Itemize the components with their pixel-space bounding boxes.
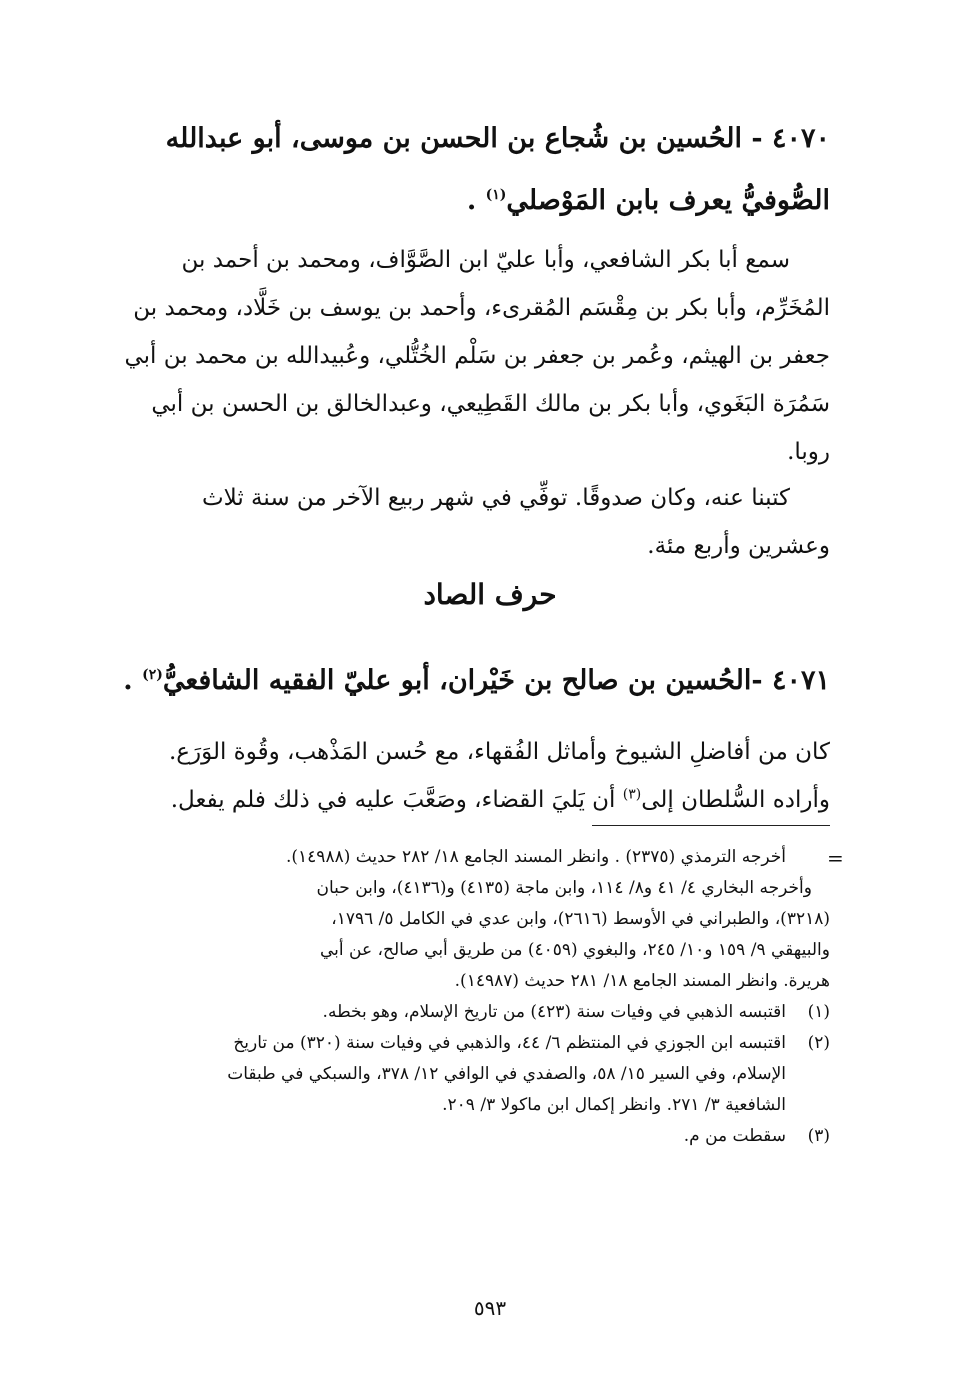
footnote-continued-line: وأخرجه البخاري ٤/ ٤١ و٨/ ١١٤، وابن ماجة (٤١٣٥) و(٤١٣٦)، وابن حبان <box>316 878 812 898</box>
entry-4071-title-text: ٤٠٧١ -الحُسين بن صالح بن خَيْران، أبو عليّ الفقيه الشافعيُّ <box>162 665 830 696</box>
body-line <box>118 776 830 824</box>
entry-4070-heading <box>118 108 830 232</box>
entry-4070-body <box>118 236 830 476</box>
footnotes <box>118 842 830 1152</box>
entry-4071-body <box>118 728 830 824</box>
footnote-continued-line: أخرجه الترمذي (٢٣٧٥) . وانظر المسند الجامع ١٨/ ٢٨٢ حديث (١٤٩٨٨). <box>286 847 786 867</box>
entry-4071-heading <box>118 650 830 712</box>
footnote-continued-line: هريرة. وانظر المسند الجامع ١٨/ ٢٨١ حديث (١٤٩٨٧). <box>454 971 830 991</box>
body-line: كان من أفاضلِ الشيوخ وأماثل الفُقهاء، مع حُسن المَذْهب، وقُوة الوَرَع. <box>168 739 830 765</box>
section-title: حرف الصاد <box>423 578 557 611</box>
entry-4071-title-end: . <box>123 665 143 696</box>
entry-4070-title-text: الصُّوفيُّ يعرف بابن المَوْصلي <box>506 185 830 216</box>
body-line: روبا. <box>787 439 830 465</box>
footnote-ref-3: (٣) <box>622 786 642 803</box>
footnote-separator <box>592 825 830 826</box>
body-line: المُخَرِّم، وأبا بكر بن مِقْسَم المُقرىء، وأحمد بن يوسف بن خَلَّاد، ومحمد بن <box>133 295 830 321</box>
footnote-ref-1: (١) <box>485 187 507 203</box>
body-line: سَمُرَة البَغَوي، وأبا بكر بن مالك القَطِيعي، وعبدالخالق بن الحسن بن أبي <box>151 391 830 417</box>
page-number: ٥٩٣ <box>473 1296 507 1320</box>
footnote-number: (٣) <box>807 1126 830 1146</box>
footnote-2 <box>118 1028 830 1059</box>
footnote-text: اقتبسه الذهبي في وفيات سنة (٤٢٣) من تاريخ الإسلام، وهو بخطه. <box>322 1002 786 1022</box>
footnote-number: (١) <box>807 1002 830 1022</box>
footnote-text: اقتبسه ابن الجوزي في المنتظم ٦/ ٤٤، والذهبي في وفيات سنة (٣٢٠) من تاريخ <box>233 1033 786 1053</box>
entry-4070-title-end: . <box>466 185 486 216</box>
footnote-text: سقطت من م. <box>683 1126 786 1146</box>
entry-4070-death <box>118 474 830 570</box>
entry-4070-title-line1: ٤٠٧٠ - الحُسين بن شُجاع بن الحسن بن موسى، أبو عبدالله <box>165 123 830 154</box>
footnote-continued-line: (٣٢١٨)، والطبراني في الأوسط (٢٦١٦)، وابن عدي في الكامل ٥/ ١٧٩٦، <box>331 909 830 929</box>
entry-4071-title-line <box>118 650 830 712</box>
body-text-b: أن يَليَ القضاء، وصَعَّبَ عليه في ذلك فلم يفعل. <box>170 787 623 813</box>
body-line: كتبنا عنه، وكان صدوقًا. توفِّي في شهر ربيع الآخر من سنة ثلاث <box>201 485 790 511</box>
footnote-number: (٢) <box>807 1033 830 1053</box>
footnote-continued-line: والبيهقي ٩/ ١٥٩ و١٠/ ٢٤٥، والبغوي (٤٠٥٩) من طريق أبي صالح، عن أبي <box>319 940 830 960</box>
footnote-text: الإسلام، وفي السير ١٥/ ٥٨، والصفدي في الوافي ١٢/ ٣٧٨، والسبكي في طبقات <box>227 1064 786 1084</box>
footnote-text: الشافعية ٣/ ٢٧١. وانظر إكمال ابن ماكولا ٣/ ٢٠٩. <box>442 1095 786 1115</box>
footnote-3 <box>118 1121 830 1152</box>
body-line: وعشرين وأربع مئة. <box>647 533 830 559</box>
body-line: جعفر بن الهيثم، وعُمر بن جعفر بن سَلْم الخُتُّلي، وعُبيدالله بن محمد بن أبي <box>124 343 830 369</box>
body-text-a: وأراده السُّلطان إلى <box>641 787 830 813</box>
continuation-mark: = <box>827 846 844 870</box>
entry-4070-title-line2 <box>118 170 830 232</box>
footnote-ref-2: (٢) <box>142 667 163 683</box>
body-line: سمع أبا بكر الشافعي، وأبا عليّ ابن الصَّوَّاف، ومحمد بن أحمد بن <box>181 247 790 273</box>
footnote-1 <box>118 997 830 1028</box>
